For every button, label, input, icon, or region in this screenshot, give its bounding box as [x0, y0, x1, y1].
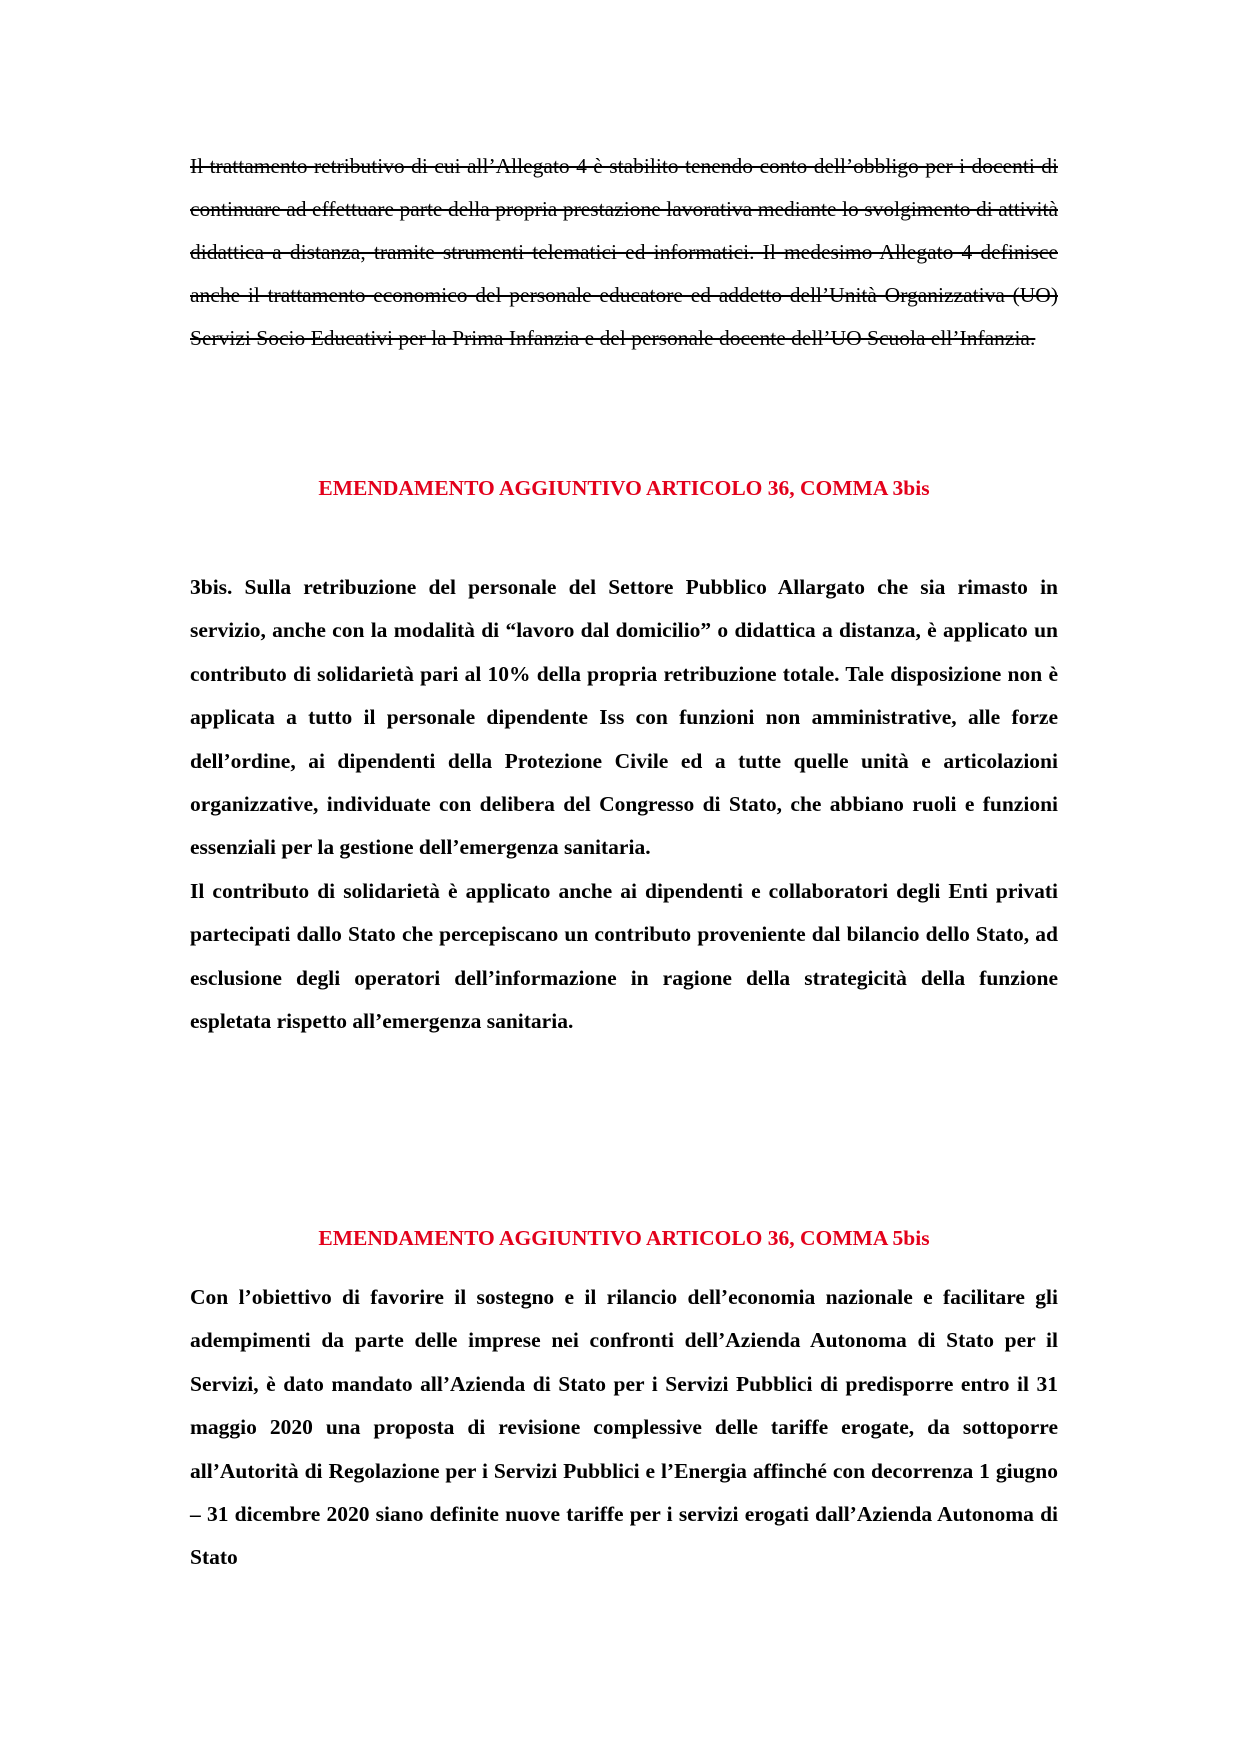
amendment-body-comma-5bis: [190, 1276, 1058, 1580]
amendment-heading-comma-5bis: EMENDAMENTO AGGIUNTIVO ARTICOLO 36, COMMA 5bis: [318, 1226, 930, 1250]
struck-through-paragraph: Il trattamento retributivo di cui all’Allegato 4 è stabilito tenendo conto dell’obbligo per i docenti di continuare ad effettuare parte della propria prestazione lavorativa mediante lo svolgimento di attività didattica a distanza, tramite strumenti telematici ed informatici. Il medesimo Allegato 4 definisce anche il trattamento economico del personale educatore ed addetto dell’Unità Organizzativa (UO) Servizi Socio Educativi per la Prima Infanzia e del personale docente dell’UO Scuola ell’Infanzia.: [190, 154, 1058, 350]
amendment-3bis-paragraph-1: 3bis. Sulla retribuzione del personale del Settore Pubblico Allargato che sia rimasto in servizio, anche con la modalità di “lavoro dal domicilio” o didattica a distanza, è applicato un contributo di solidarietà pari al 10% della propria retribuzione totale. Tale disposizione non è applicata a tutto il personale dipendente Iss con funzioni non amministrative, alle forze dell’ordine, ai dipendenti della Protezione Civile ed a tutte quelle unità e articolazioni organizzative, individuate con delibera del Congresso di Stato, che abbiano ruoli e funzioni essenziali per la gestione dell’emergenza sanitaria.: [190, 575, 1058, 860]
amendment-5bis-paragraph-1: Con l’obiettivo di favorire il sostegno e il rilancio dell’economia nazionale e facilitare gli adempimenti da parte delle imprese nei confronti dell’Azienda Autonoma di Stato per il Servizi, è dato mandato all’Azienda di Stato per i Servizi Pubblici di predisporre entro il 31 maggio 2020 una proposta di revisione complessive delle tariffe erogate, da sottoporre all’Autorità di Regolazione per i Servizi Pubblici e l’Energia affinché con decorrenza 1 giugno – 31 dicembre 2020 siano definite nuove tariffe per i servizi erogati dall’Azienda Autonoma di Stato: [190, 1285, 1058, 1570]
amendment-3bis-paragraph-2: Il contributo di solidarietà è applicato anche ai dipendenti e collaboratori degli Enti privati partecipati dallo Stato che percepiscano un contributo proveniente dal bilancio dello Stato, ad esclusione degli operatori dell’informazione in ragione della strategicità della funzione espletata rispetto all’emergenza sanitaria.: [190, 878, 1058, 1034]
amendment-body-comma-3bis: [190, 566, 1058, 1043]
amendment-heading-comma-3bis: EMENDAMENTO AGGIUNTIVO ARTICOLO 36, COMMA 3bis: [318, 476, 930, 500]
